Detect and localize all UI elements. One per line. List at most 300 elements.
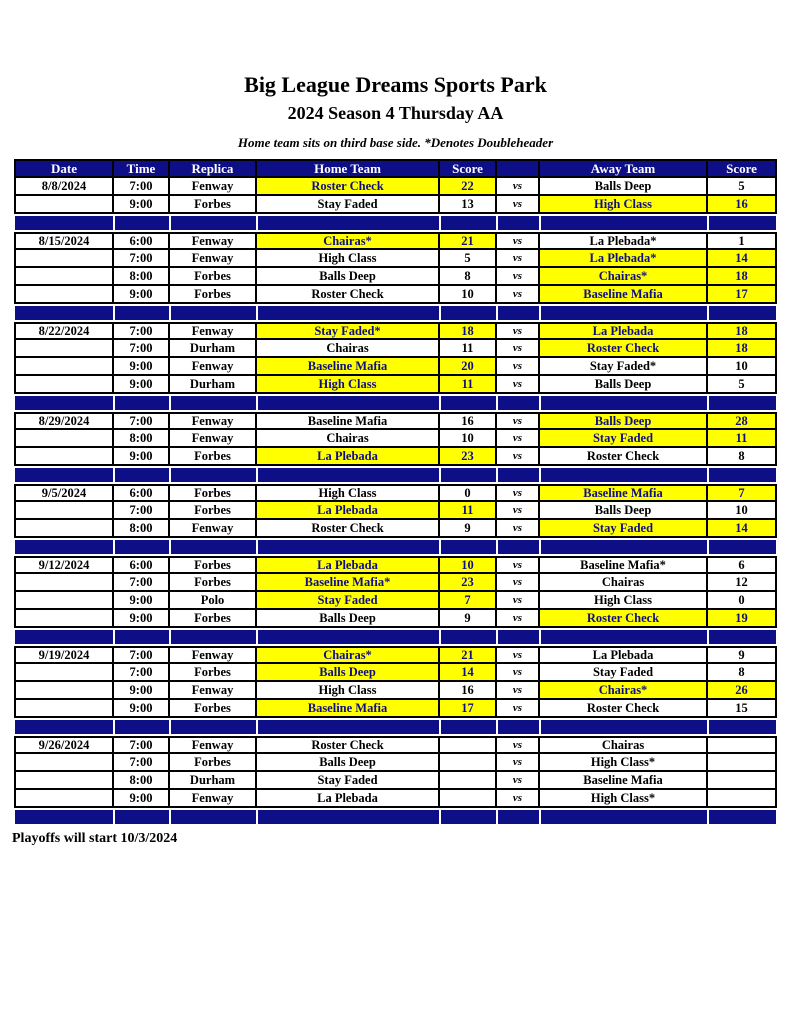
separator-cell — [257, 214, 440, 232]
separator-fill — [498, 396, 539, 410]
away-score-cell: 8 — [708, 448, 777, 466]
away-team-cell: Stay Faded — [540, 430, 708, 448]
date-cell — [14, 502, 114, 520]
away-score-cell: 9 — [708, 646, 777, 664]
separator-fill — [115, 630, 169, 644]
separator-cell — [14, 214, 114, 232]
vs-cell: vs — [497, 340, 540, 358]
home-score-cell: 16 — [440, 412, 497, 430]
home-score-cell: 11 — [440, 340, 497, 358]
replica-cell: Forbes — [170, 196, 257, 214]
home-score-cell: 23 — [440, 448, 497, 466]
game-row — [14, 700, 777, 718]
replica-cell: Fenway — [170, 232, 257, 250]
time-cell: 9:00 — [114, 700, 170, 718]
away-score-cell: 19 — [708, 610, 777, 628]
replica-cell: Fenway — [170, 430, 257, 448]
date-cell — [14, 196, 114, 214]
separator-fill — [709, 396, 776, 410]
home-team-cell: Chairas* — [257, 646, 440, 664]
separator-fill — [15, 540, 113, 554]
separator-fill — [258, 396, 439, 410]
away-score-cell: 15 — [708, 700, 777, 718]
time-cell: 9:00 — [114, 286, 170, 304]
separator-cell — [497, 628, 540, 646]
away-team-cell: Stay Faded* — [540, 358, 708, 376]
home-team-cell: Chairas* — [257, 232, 440, 250]
separator-cell — [14, 394, 114, 412]
separator-fill — [258, 468, 439, 482]
separator-cell — [170, 538, 257, 556]
home-score-cell: 10 — [440, 430, 497, 448]
separator-fill — [15, 720, 113, 734]
separator-cell — [14, 538, 114, 556]
away-score-cell: 0 — [708, 592, 777, 610]
separator-fill — [171, 396, 256, 410]
separator-cell — [114, 214, 170, 232]
home-team-cell: Balls Deep — [257, 268, 440, 286]
separator-fill — [541, 216, 707, 230]
date-cell — [14, 520, 114, 538]
game-row — [14, 340, 777, 358]
replica-cell: Forbes — [170, 556, 257, 574]
separator-cell — [540, 538, 708, 556]
away-score-cell: 10 — [708, 502, 777, 520]
vs-cell: vs — [497, 700, 540, 718]
away-team-cell: Baseline Mafia — [540, 772, 708, 790]
away-score-cell: 14 — [708, 520, 777, 538]
home-score-cell: 22 — [440, 178, 497, 196]
home-team-cell: High Class — [257, 484, 440, 502]
away-score-cell: 5 — [708, 178, 777, 196]
home-team-cell: Roster Check — [257, 736, 440, 754]
separator-fill — [541, 468, 707, 482]
game-row — [14, 430, 777, 448]
away-team-cell: Balls Deep — [540, 502, 708, 520]
game-row — [14, 556, 777, 574]
separator-fill — [441, 468, 496, 482]
vs-cell: vs — [497, 502, 540, 520]
separator-fill — [441, 720, 496, 734]
vs-cell: vs — [497, 358, 540, 376]
replica-cell: Fenway — [170, 412, 257, 430]
separator-fill — [171, 306, 256, 320]
game-row — [14, 664, 777, 682]
game-row — [14, 448, 777, 466]
separator-fill — [258, 216, 439, 230]
separator-fill — [441, 630, 496, 644]
separator-cell — [708, 304, 777, 322]
separator-cell — [497, 808, 540, 826]
separator-fill — [115, 810, 169, 824]
separator-fill — [171, 630, 256, 644]
home-team-cell: Baseline Mafia* — [257, 574, 440, 592]
separator-cell — [114, 304, 170, 322]
separator-cell — [257, 808, 440, 826]
away-team-cell: Balls Deep — [540, 412, 708, 430]
home-score-cell — [440, 772, 497, 790]
date-cell — [14, 700, 114, 718]
home-team-cell: Balls Deep — [257, 754, 440, 772]
time-cell: 6:00 — [114, 232, 170, 250]
date-cell — [14, 610, 114, 628]
date-cell — [14, 430, 114, 448]
separator-fill — [115, 306, 169, 320]
separator-fill — [15, 306, 113, 320]
date-cell: 8/22/2024 — [14, 322, 114, 340]
home-team-cell: Balls Deep — [257, 664, 440, 682]
separator-cell — [708, 628, 777, 646]
vs-cell: vs — [497, 520, 540, 538]
away-team-cell: Chairas — [540, 574, 708, 592]
replica-cell: Fenway — [170, 790, 257, 808]
vs-cell: vs — [497, 484, 540, 502]
home-team-cell: La Plebada — [257, 790, 440, 808]
separator-cell — [14, 628, 114, 646]
date-cell — [14, 340, 114, 358]
separator-cell — [257, 394, 440, 412]
away-score-cell: 14 — [708, 250, 777, 268]
separator-fill — [709, 630, 776, 644]
time-cell: 9:00 — [114, 610, 170, 628]
away-team-cell: La Plebada — [540, 646, 708, 664]
separator-cell — [440, 304, 497, 322]
home-team-cell: La Plebada — [257, 502, 440, 520]
separator-cell — [440, 808, 497, 826]
time-cell: 9:00 — [114, 790, 170, 808]
separator-row — [14, 538, 777, 556]
time-cell: 7:00 — [114, 178, 170, 196]
separator-cell — [497, 394, 540, 412]
separator-cell — [497, 538, 540, 556]
away-score-cell — [708, 754, 777, 772]
home-team-cell: High Class — [257, 682, 440, 700]
separator-fill — [709, 306, 776, 320]
separator-fill — [171, 216, 256, 230]
replica-cell: Forbes — [170, 502, 257, 520]
replica-cell: Forbes — [170, 754, 257, 772]
game-row — [14, 520, 777, 538]
home-score-cell: 8 — [440, 268, 497, 286]
away-team-cell: Baseline Mafia — [540, 484, 708, 502]
away-score-cell: 6 — [708, 556, 777, 574]
separator-fill — [258, 630, 439, 644]
vs-cell: vs — [497, 196, 540, 214]
vs-cell: vs — [497, 286, 540, 304]
separator-row — [14, 628, 777, 646]
separator-fill — [171, 540, 256, 554]
replica-cell: Forbes — [170, 484, 257, 502]
away-score-cell — [708, 790, 777, 808]
home-team-cell: Stay Faded — [257, 196, 440, 214]
time-cell: 7:00 — [114, 412, 170, 430]
separator-cell — [708, 214, 777, 232]
home-team-cell: High Class — [257, 250, 440, 268]
replica-cell: Fenway — [170, 646, 257, 664]
away-team-cell: Baseline Mafia* — [540, 556, 708, 574]
vs-cell: vs — [497, 736, 540, 754]
separator-cell — [540, 394, 708, 412]
separator-fill — [258, 540, 439, 554]
away-score-cell: 16 — [708, 196, 777, 214]
separator-cell — [14, 304, 114, 322]
separator-cell — [497, 214, 540, 232]
away-team-cell: Chairas* — [540, 268, 708, 286]
away-team-cell: Stay Faded — [540, 520, 708, 538]
date-cell — [14, 592, 114, 610]
replica-cell: Forbes — [170, 610, 257, 628]
home-score-cell: 23 — [440, 574, 497, 592]
away-team-cell: La Plebada — [540, 322, 708, 340]
separator-fill — [541, 720, 707, 734]
separator-fill — [258, 720, 439, 734]
date-cell — [14, 754, 114, 772]
separator-fill — [171, 810, 256, 824]
separator-fill — [709, 810, 776, 824]
game-row — [14, 178, 777, 196]
separator-cell — [540, 718, 708, 736]
separator-fill — [115, 396, 169, 410]
separator-cell — [114, 466, 170, 484]
home-score-cell: 14 — [440, 664, 497, 682]
separator-cell — [257, 466, 440, 484]
game-row — [14, 250, 777, 268]
separator-fill — [709, 468, 776, 482]
separator-cell — [708, 394, 777, 412]
separator-fill — [709, 720, 776, 734]
separator-fill — [15, 810, 113, 824]
time-cell: 7:00 — [114, 322, 170, 340]
separator-cell — [170, 718, 257, 736]
game-row — [14, 754, 777, 772]
home-score-cell — [440, 736, 497, 754]
schedule-note: Home team sits on third base side. *Denotes Doubleheader — [237, 135, 554, 150]
time-cell: 7:00 — [114, 502, 170, 520]
replica-cell: Fenway — [170, 322, 257, 340]
date-cell — [14, 790, 114, 808]
separator-fill — [441, 216, 496, 230]
time-cell: 9:00 — [114, 682, 170, 700]
time-cell: 7:00 — [114, 664, 170, 682]
game-row — [14, 376, 777, 394]
away-score-cell: 8 — [708, 664, 777, 682]
game-row — [14, 736, 777, 754]
separator-cell — [114, 628, 170, 646]
time-cell: 8:00 — [114, 772, 170, 790]
separator-cell — [257, 628, 440, 646]
separator-cell — [440, 394, 497, 412]
home-team-cell: La Plebada — [257, 556, 440, 574]
separator-row — [14, 394, 777, 412]
separator-cell — [440, 214, 497, 232]
vs-cell: vs — [497, 646, 540, 664]
away-score-cell: 26 — [708, 682, 777, 700]
separator-fill — [115, 216, 169, 230]
separator-fill — [498, 468, 539, 482]
home-team-cell: Baseline Mafia — [257, 358, 440, 376]
vs-cell: vs — [497, 376, 540, 394]
separator-cell — [170, 214, 257, 232]
separator-cell — [170, 808, 257, 826]
separator-fill — [15, 216, 113, 230]
separator-fill — [115, 720, 169, 734]
date-cell: 8/8/2024 — [14, 178, 114, 196]
away-score-cell: 28 — [708, 412, 777, 430]
separator-fill — [498, 810, 539, 824]
time-cell: 6:00 — [114, 556, 170, 574]
separator-cell — [170, 628, 257, 646]
date-cell: 8/15/2024 — [14, 232, 114, 250]
home-team-cell: La Plebada — [257, 448, 440, 466]
time-cell: 7:00 — [114, 736, 170, 754]
separator-cell — [114, 808, 170, 826]
time-cell: 9:00 — [114, 592, 170, 610]
home-score-cell: 7 — [440, 592, 497, 610]
vs-cell: vs — [497, 430, 540, 448]
home-team-cell: Roster Check — [257, 178, 440, 196]
away-team-cell: La Plebada* — [540, 232, 708, 250]
home-team-cell: Chairas — [257, 430, 440, 448]
time-cell: 7:00 — [114, 250, 170, 268]
away-team-cell: Roster Check — [540, 610, 708, 628]
separator-cell — [114, 394, 170, 412]
away-team-cell: Balls Deep — [540, 376, 708, 394]
column-header-home-team: Home Team — [257, 159, 440, 178]
replica-cell: Forbes — [170, 268, 257, 286]
separator-fill — [541, 540, 707, 554]
home-team-cell: Stay Faded* — [257, 322, 440, 340]
home-score-cell: 5 — [440, 250, 497, 268]
home-score-cell — [440, 754, 497, 772]
separator-fill — [441, 306, 496, 320]
away-score-cell: 11 — [708, 430, 777, 448]
column-header-date: Date — [14, 159, 114, 178]
away-team-cell: High Class — [540, 196, 708, 214]
replica-cell: Forbes — [170, 700, 257, 718]
separator-cell — [170, 466, 257, 484]
vs-cell: vs — [497, 448, 540, 466]
column-header-away-team: Away Team — [540, 159, 708, 178]
separator-cell — [14, 808, 114, 826]
vs-cell: vs — [497, 412, 540, 430]
separator-cell — [257, 718, 440, 736]
column-header-away-score: Score — [708, 159, 777, 178]
home-team-cell: Baseline Mafia — [257, 700, 440, 718]
time-cell: 8:00 — [114, 520, 170, 538]
replica-cell: Durham — [170, 772, 257, 790]
away-score-cell: 18 — [708, 322, 777, 340]
time-cell: 8:00 — [114, 268, 170, 286]
game-row — [14, 682, 777, 700]
replica-cell: Fenway — [170, 736, 257, 754]
date-cell: 9/26/2024 — [14, 736, 114, 754]
separator-fill — [441, 396, 496, 410]
header-row — [14, 159, 777, 178]
date-cell — [14, 664, 114, 682]
vs-cell: vs — [497, 556, 540, 574]
vs-cell: vs — [497, 268, 540, 286]
date-cell: 8/29/2024 — [14, 412, 114, 430]
game-row — [14, 646, 777, 664]
separator-cell — [708, 808, 777, 826]
separator-fill — [15, 396, 113, 410]
separator-cell — [114, 538, 170, 556]
away-score-cell: 1 — [708, 232, 777, 250]
separator-row — [14, 808, 777, 826]
separator-cell — [114, 718, 170, 736]
game-row — [14, 412, 777, 430]
home-team-cell: Stay Faded — [257, 592, 440, 610]
game-row — [14, 322, 777, 340]
game-row — [14, 592, 777, 610]
separator-fill — [441, 540, 496, 554]
game-row — [14, 484, 777, 502]
separator-cell — [440, 538, 497, 556]
away-team-cell: Roster Check — [540, 340, 708, 358]
home-score-cell: 9 — [440, 610, 497, 628]
separator-fill — [15, 468, 113, 482]
away-score-cell — [708, 772, 777, 790]
separator-row — [14, 214, 777, 232]
game-row — [14, 574, 777, 592]
game-row — [14, 358, 777, 376]
separator-fill — [498, 630, 539, 644]
vs-cell: vs — [497, 682, 540, 700]
separator-fill — [498, 720, 539, 734]
game-row — [14, 502, 777, 520]
separator-fill — [498, 216, 539, 230]
game-row — [14, 286, 777, 304]
separator-cell — [497, 466, 540, 484]
time-cell: 7:00 — [114, 340, 170, 358]
away-team-cell: High Class* — [540, 754, 708, 772]
separator-cell — [257, 304, 440, 322]
game-row — [14, 772, 777, 790]
separator-fill — [541, 306, 707, 320]
separator-cell — [708, 718, 777, 736]
home-score-cell: 11 — [440, 376, 497, 394]
vs-cell: vs — [497, 772, 540, 790]
away-score-cell: 12 — [708, 574, 777, 592]
vs-cell: vs — [497, 664, 540, 682]
vs-cell: vs — [497, 790, 540, 808]
away-score-cell: 18 — [708, 340, 777, 358]
date-cell — [14, 682, 114, 700]
game-row — [14, 232, 777, 250]
separator-fill — [441, 810, 496, 824]
away-team-cell: High Class* — [540, 790, 708, 808]
separator-cell — [497, 718, 540, 736]
separator-cell — [170, 304, 257, 322]
time-cell: 9:00 — [114, 376, 170, 394]
date-cell: 9/12/2024 — [14, 556, 114, 574]
date-cell — [14, 250, 114, 268]
away-team-cell: Roster Check — [540, 448, 708, 466]
replica-cell: Forbes — [170, 286, 257, 304]
home-team-cell: Roster Check — [257, 286, 440, 304]
replica-cell: Fenway — [170, 178, 257, 196]
home-score-cell: 16 — [440, 682, 497, 700]
away-score-cell: 10 — [708, 358, 777, 376]
page-title: Big League Dreams Sports Park — [244, 72, 547, 97]
column-header-home-score: Score — [440, 159, 497, 178]
date-cell — [14, 358, 114, 376]
date-cell — [14, 268, 114, 286]
away-team-cell: Roster Check — [540, 700, 708, 718]
separator-fill — [171, 720, 256, 734]
separator-fill — [115, 468, 169, 482]
home-score-cell: 0 — [440, 484, 497, 502]
